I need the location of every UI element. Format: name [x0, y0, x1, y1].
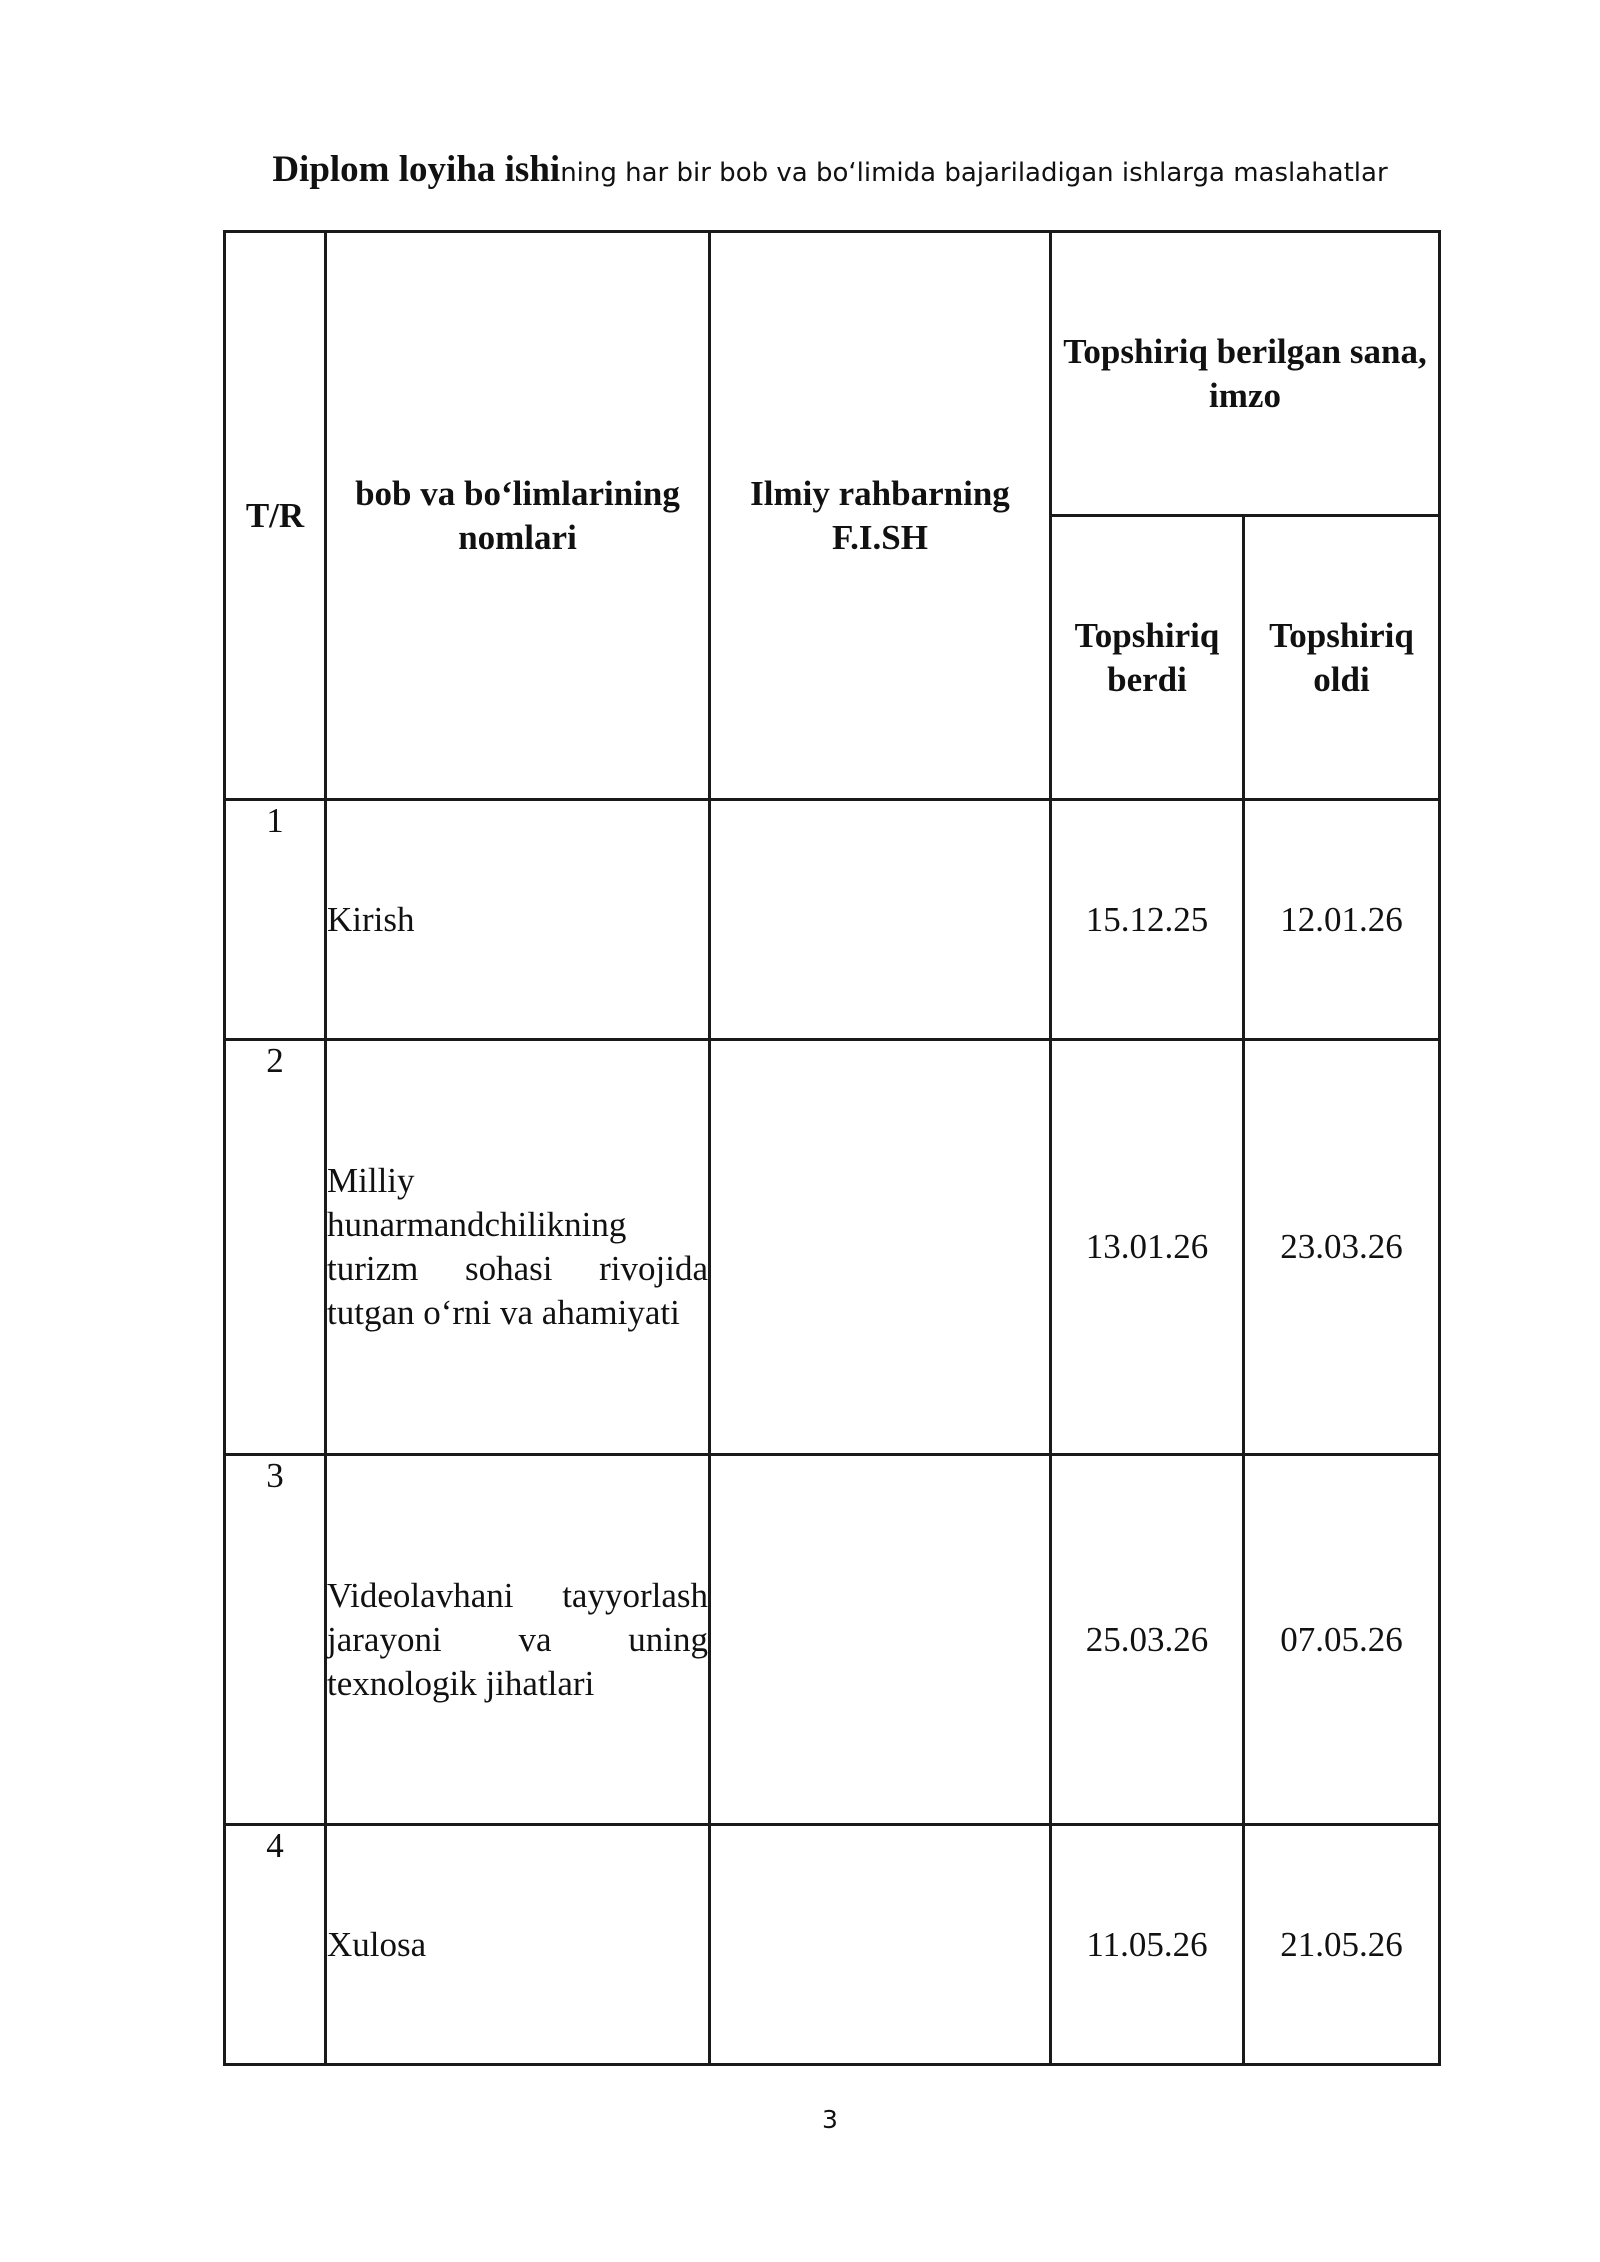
title-bold-part: Diplom loyiha ishi	[272, 149, 561, 190]
page-number: 3	[822, 2105, 838, 2134]
row-date-received: 21.05.26	[1244, 1825, 1440, 2065]
row-number: 2	[225, 1040, 326, 1455]
table-row	[225, 1040, 1440, 1455]
title-regular-part: ning har bir bob va bo‘limida bajariladigan ishlarga maslahatlar	[560, 158, 1388, 188]
table-row	[225, 800, 1440, 1040]
page-title	[0, 148, 1600, 191]
assignment-table	[223, 230, 1441, 2066]
row-section-name: Xulosa	[326, 1825, 710, 2065]
row-section-name: Kirish	[326, 800, 710, 1040]
header-assignment-date: Topshiriq berilgan sana, imzo	[1051, 232, 1440, 516]
row-number: 3	[225, 1455, 326, 1825]
row-date-received: 23.03.26	[1244, 1040, 1440, 1455]
row-supervisor	[710, 1040, 1051, 1455]
row-date-received: 07.05.26	[1244, 1455, 1440, 1825]
row-supervisor	[710, 1825, 1051, 2065]
header-assignment-received: Topshiriq oldi	[1244, 516, 1440, 800]
row-date-gave: 25.03.26	[1051, 1455, 1244, 1825]
row-date-gave: 15.12.25	[1051, 800, 1244, 1040]
header-supervisor: Ilmiy rahbarning F.I.SH	[710, 232, 1051, 800]
row-date-received: 12.01.26	[1244, 800, 1440, 1040]
row-number: 1	[225, 800, 326, 1040]
row-date-gave: 11.05.26	[1051, 1825, 1244, 2065]
row-section-name: Videolavhani tayyorlash jarayoni va uning texnologik jihatlari	[326, 1455, 710, 1825]
header-tr: T/R	[225, 232, 326, 800]
row-section-name: Milliy hunarmandchilikning turizm sohasi rivojida tutgan o‘rni va ahamiyati	[326, 1040, 710, 1455]
header-assignment-gave: Topshiriq berdi	[1051, 516, 1244, 800]
table-row	[225, 1825, 1440, 2065]
header-section-names: bob va bo‘limlarining nomlari	[326, 232, 710, 800]
row-date-gave: 13.01.26	[1051, 1040, 1244, 1455]
row-number: 4	[225, 1825, 326, 2065]
row-supervisor	[710, 1455, 1051, 1825]
header-row-top	[225, 232, 1440, 516]
row-supervisor	[710, 800, 1051, 1040]
table-row	[225, 1455, 1440, 1825]
